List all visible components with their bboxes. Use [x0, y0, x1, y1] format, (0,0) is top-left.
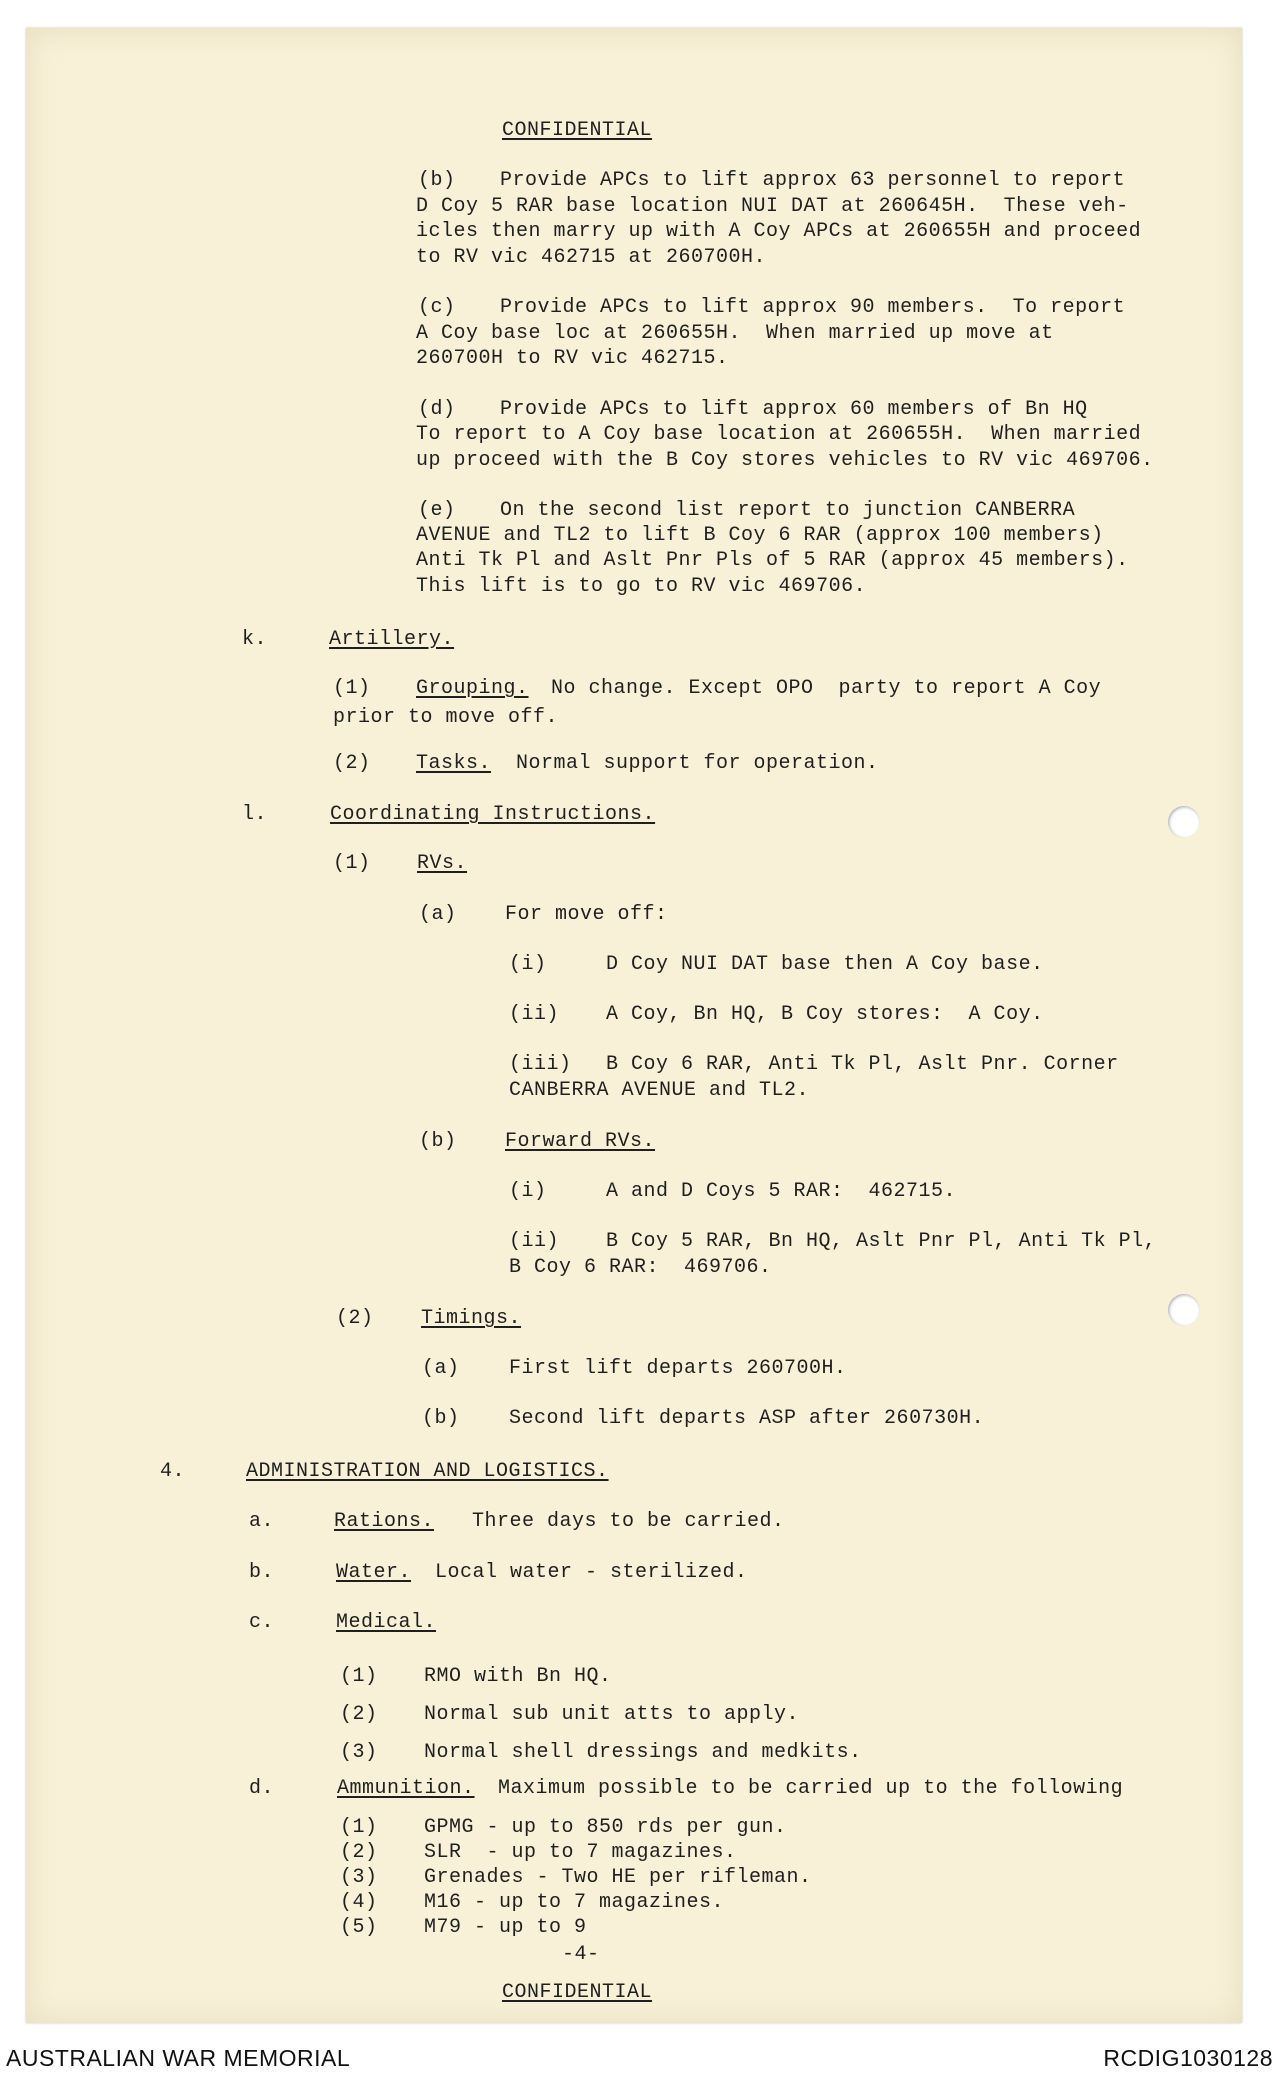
para-e-line: This lift is to go to RV vic 469706.	[416, 575, 867, 598]
move-off-iii-line2: CANBERRA AVENUE and TL2.	[509, 1079, 810, 1102]
rations-heading: Rations.	[334, 1510, 435, 1533]
water-text: Local water - sterilized.	[435, 1561, 748, 1584]
ammo-item-text: M16 - up to 7 magazines.	[424, 1891, 725, 1914]
section-k-title: Artillery.	[329, 628, 455, 651]
rvs-heading: RVs.	[417, 852, 468, 875]
para-c-line: 260700H to RV vic 462715.	[416, 347, 729, 370]
forward-i-label: (i)	[509, 1180, 547, 1203]
section-l-title: Coordinating Instructions.	[330, 803, 656, 826]
ammo-item-num: (3)	[340, 1866, 378, 1889]
k-item2-text: Normal support for operation.	[516, 752, 879, 775]
para-e-line: AVENUE and TL2 to lift B Coy 6 RAR (approx 100 members)	[416, 524, 1104, 547]
para-d-line: up proceed with the B Coy stores vehicles to RV vic 469706.	[416, 449, 1154, 472]
k-item1-line2: prior to move off.	[333, 706, 559, 729]
para-e-label: (e)	[418, 499, 456, 522]
forward-ii-text: B Coy 5 RAR, Bn HQ, Aslt Pnr Pl, Anti Tk Pl,	[606, 1230, 1157, 1253]
ammunition-label: d.	[249, 1777, 275, 1800]
k-item1-heading: Grouping.	[416, 677, 529, 700]
medical-heading: Medical.	[336, 1611, 437, 1634]
move-off-ii-text: A Coy, Bn HQ, B Coy stores: A Coy.	[606, 1003, 1044, 1026]
forward-ii-label: (ii)	[509, 1230, 560, 1253]
para-d-label: (d)	[418, 398, 456, 421]
timing-b-label: (b)	[422, 1407, 460, 1430]
water-label: b.	[249, 1561, 275, 1584]
ammunition-text: Maximum possible to be carried up to the following	[498, 1777, 1124, 1800]
forward-rvs-heading: Forward RVs.	[505, 1130, 656, 1153]
ammo-item-num: (4)	[340, 1891, 378, 1914]
ammo-item-num: (5)	[340, 1916, 378, 1939]
classification-footer: CONFIDENTIAL	[502, 1981, 653, 2004]
ammunition-heading: Ammunition.	[337, 1777, 475, 1800]
k-item1-num: (1)	[333, 677, 371, 700]
k-item1-text: No change. Except OPO party to report A Coy	[551, 677, 1102, 700]
section-4-title: ADMINISTRATION AND LOGISTICS.	[246, 1460, 609, 1483]
move-off-iii-label: (iii)	[509, 1053, 572, 1076]
timings-num: (2)	[336, 1307, 374, 1330]
ammo-item-num: (2)	[340, 1841, 378, 1864]
move-off-iii-text: B Coy 6 RAR, Anti Tk Pl, Aslt Pnr. Corner	[606, 1053, 1119, 1076]
para-d-text: Provide APCs to lift approx 60 members of Bn HQ	[500, 398, 1088, 421]
medical-item-num: (3)	[340, 1741, 378, 1764]
para-c-label: (c)	[418, 296, 456, 319]
rvs-num: (1)	[333, 852, 371, 875]
forward-i-text: A and D Coys 5 RAR: 462715.	[606, 1180, 957, 1203]
para-b-line: D Coy 5 RAR base location NUI DAT at 260645H. These veh-	[416, 195, 1129, 218]
medical-item-num: (2)	[340, 1703, 378, 1726]
move-off-i-label: (i)	[509, 953, 547, 976]
ammo-item-text: M79 - up to 9	[424, 1916, 587, 1939]
timing-a-label: (a)	[422, 1357, 460, 1380]
move-off-label: (a)	[419, 903, 457, 926]
water-heading: Water.	[336, 1561, 412, 1584]
forward-ii-line2: B Coy 6 RAR: 469706.	[509, 1256, 772, 1279]
para-e-text: On the second list report to junction CANBERRA	[500, 499, 1076, 522]
move-off-text: For move off:	[505, 903, 668, 926]
punch-hole-top	[1168, 806, 1200, 838]
para-d-line: To report to A Coy base location at 260655H. When married	[416, 423, 1142, 446]
archive-record-id: RCDIG1030128	[1103, 2045, 1273, 2071]
ammo-item-text: GPMG - up to 850 rds per gun.	[424, 1816, 787, 1839]
para-c-line: A Coy base loc at 260655H. When married up move at	[416, 322, 1054, 345]
archive-source-label: AUSTRALIAN WAR MEMORIAL	[6, 2045, 351, 2071]
para-b-text: Provide APCs to lift approx 63 personnel to report	[500, 169, 1126, 192]
timing-a-text: First lift departs 260700H.	[509, 1357, 847, 1380]
medical-item-text: RMO with Bn HQ.	[424, 1665, 612, 1688]
move-off-i-text: D Coy NUI DAT base then A Coy base.	[606, 953, 1044, 976]
ammo-item-num: (1)	[340, 1816, 378, 1839]
para-b-line: to RV vic 462715 at 260700H.	[416, 246, 767, 269]
para-b-label: (b)	[418, 169, 456, 192]
k-item2-heading: Tasks.	[416, 752, 492, 775]
section-k-label: k.	[242, 628, 268, 651]
rations-label: a.	[249, 1510, 275, 1533]
rations-text: Three days to be carried.	[472, 1510, 785, 1533]
ammo-item-text: Grenades - Two HE per rifleman.	[424, 1866, 812, 1889]
medical-item-text: Normal shell dressings and medkits.	[424, 1741, 862, 1764]
forward-rvs-label: (b)	[419, 1130, 457, 1153]
section-4-num: 4.	[160, 1460, 186, 1483]
para-b-line: icles then marry up with A Coy APCs at 260655H and proceed	[416, 220, 1142, 243]
punch-hole-bottom	[1168, 1294, 1200, 1326]
medical-item-num: (1)	[340, 1665, 378, 1688]
move-off-ii-label: (ii)	[509, 1003, 560, 1026]
timing-b-text: Second lift departs ASP after 260730H.	[509, 1407, 985, 1430]
ammo-item-text: SLR - up to 7 magazines.	[424, 1841, 737, 1864]
page-number: -4-	[562, 1943, 600, 1966]
classification-header: CONFIDENTIAL	[502, 119, 653, 142]
para-e-line: Anti Tk Pl and Aslt Pnr Pls of 5 RAR (approx 45 members).	[416, 549, 1129, 572]
k-item2-num: (2)	[333, 752, 371, 775]
timings-heading: Timings.	[421, 1307, 522, 1330]
section-l-label: l.	[242, 803, 268, 826]
para-c-text: Provide APCs to lift approx 90 members. To report	[500, 296, 1126, 319]
medical-label: c.	[249, 1611, 275, 1634]
medical-item-text: Normal sub unit atts to apply.	[424, 1703, 800, 1726]
